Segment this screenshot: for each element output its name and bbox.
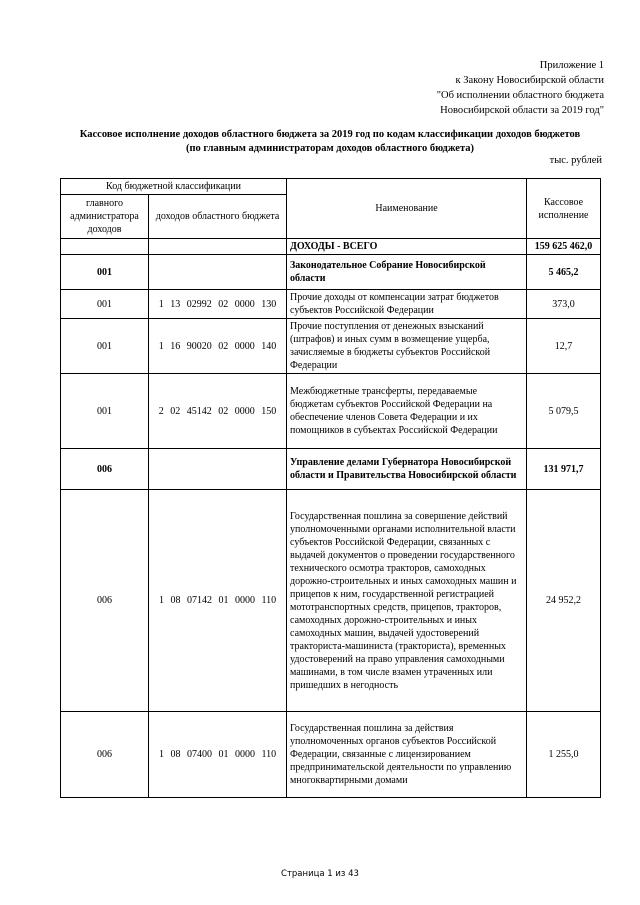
table-row bbox=[61, 490, 601, 712]
revenue-table bbox=[60, 178, 601, 798]
cell-income-code bbox=[149, 255, 287, 290]
page-footer: Страница 1 из 43 bbox=[281, 869, 359, 879]
cell-name: Прочие поступления от денежных взысканий (штрафов) и иных сумм в возмещение ущерба, зачисляемые в бюджеты субъектов Российской Федерации bbox=[287, 319, 527, 374]
cell-income-code: 1 13 02992 02 0000 130 bbox=[149, 290, 287, 319]
cell-name: Межбюджетные трансферты, передаваемые бюджетам субъектов Российской Федерации на обеспечение членов Совета Федерации и их помощников в субъектах Российской Федерации bbox=[287, 374, 527, 449]
appendix-line: к Закону Новосибирской области bbox=[455, 75, 604, 86]
cell-name: Управление делами Губернатора Новосибирской области и Правительства Новосибирской области bbox=[287, 449, 527, 490]
table-row bbox=[61, 374, 601, 449]
cell-amount: 159 625 462,0 bbox=[527, 239, 601, 255]
cell-admin-code: 001 bbox=[61, 255, 149, 290]
table-row bbox=[61, 239, 601, 255]
cell-amount: 5 079,5 bbox=[527, 374, 601, 449]
cell-income-code: 2 02 45142 02 0000 150 bbox=[149, 374, 287, 449]
cell-amount: 373,0 bbox=[527, 290, 601, 319]
table-row bbox=[61, 290, 601, 319]
table-row bbox=[61, 255, 601, 290]
cell-name: ДОХОДЫ - ВСЕГО bbox=[287, 239, 527, 255]
cell-amount: 5 465,2 bbox=[527, 255, 601, 290]
cell-admin-code: 001 bbox=[61, 319, 149, 374]
units-label: тыс. рублей bbox=[549, 155, 602, 166]
title-line: (по главным администраторам доходов областного бюджета) bbox=[186, 143, 474, 154]
table-row bbox=[61, 449, 601, 490]
header-code-group: Код бюджетной классификации bbox=[61, 179, 287, 195]
appendix-line: Новосибирской области за 2019 год" bbox=[440, 105, 604, 116]
header-income: доходов областного бюджета bbox=[149, 195, 287, 239]
cell-admin-code bbox=[61, 239, 149, 255]
cell-admin-code: 001 bbox=[61, 290, 149, 319]
appendix-line: Приложение 1 bbox=[539, 60, 604, 71]
table-row bbox=[61, 712, 601, 798]
cell-admin-code: 006 bbox=[61, 449, 149, 490]
header-row bbox=[61, 179, 601, 195]
cell-amount: 1 255,0 bbox=[527, 712, 601, 798]
cell-income-code: 1 08 07400 01 0000 110 bbox=[149, 712, 287, 798]
cell-name: Государственная пошлина за действия уполномоченных органов субъектов Российской Федерации, связанные с лицензированием предпринимательской деятельности по управлению многоквартирными домами bbox=[287, 712, 527, 798]
cell-income-code bbox=[149, 239, 287, 255]
cell-admin-code: 001 bbox=[61, 374, 149, 449]
cell-name: Государственная пошлина за совершение действий уполномоченными органами исполнительной власти субъектов Российской Федерации, связанных с выдачей документов о проведении государственного технического осмотра тракторов, самоходных дорожно-строительных и иных самоходных машин и прицепов к ним, государственной регистрацией мототранспортных средств, прицепов, тракторов, самоходных дорожно-строительных и иных самоходных машин, выдачей удостоверений тракториста-машиниста (тракториста), временных удостоверений на право управления самоходными машинами, в том числе взамен утраченных или пришедших в негодность bbox=[287, 490, 527, 712]
cell-name: Законодательное Собрание Новосибирской области bbox=[287, 255, 527, 290]
appendix-line: "Об исполнении областного бюджета bbox=[436, 90, 604, 101]
cell-amount: 24 952,2 bbox=[527, 490, 601, 712]
cell-income-code: 1 16 90020 02 0000 140 bbox=[149, 319, 287, 374]
appendix-block bbox=[344, 58, 604, 118]
header-name: Наименование bbox=[287, 179, 527, 239]
cell-income-code bbox=[149, 449, 287, 490]
table-row bbox=[61, 319, 601, 374]
document-title bbox=[60, 128, 600, 156]
header-amount: Кассовое исполнение bbox=[527, 179, 601, 239]
cell-admin-code: 006 bbox=[61, 712, 149, 798]
cell-amount: 12,7 bbox=[527, 319, 601, 374]
cell-amount: 131 971,7 bbox=[527, 449, 601, 490]
cell-income-code: 1 08 07142 01 0000 110 bbox=[149, 490, 287, 712]
header-admin: главного администратора доходов bbox=[61, 195, 149, 239]
title-line: Кассовое исполнение доходов областного бюджета за 2019 год по кодам классификации доходов бюджетов bbox=[79, 129, 581, 140]
cell-admin-code: 006 bbox=[61, 490, 149, 712]
cell-name: Прочие доходы от компенсации затрат бюджетов субъектов Российской Федерации bbox=[287, 290, 527, 319]
table-body bbox=[61, 179, 601, 798]
